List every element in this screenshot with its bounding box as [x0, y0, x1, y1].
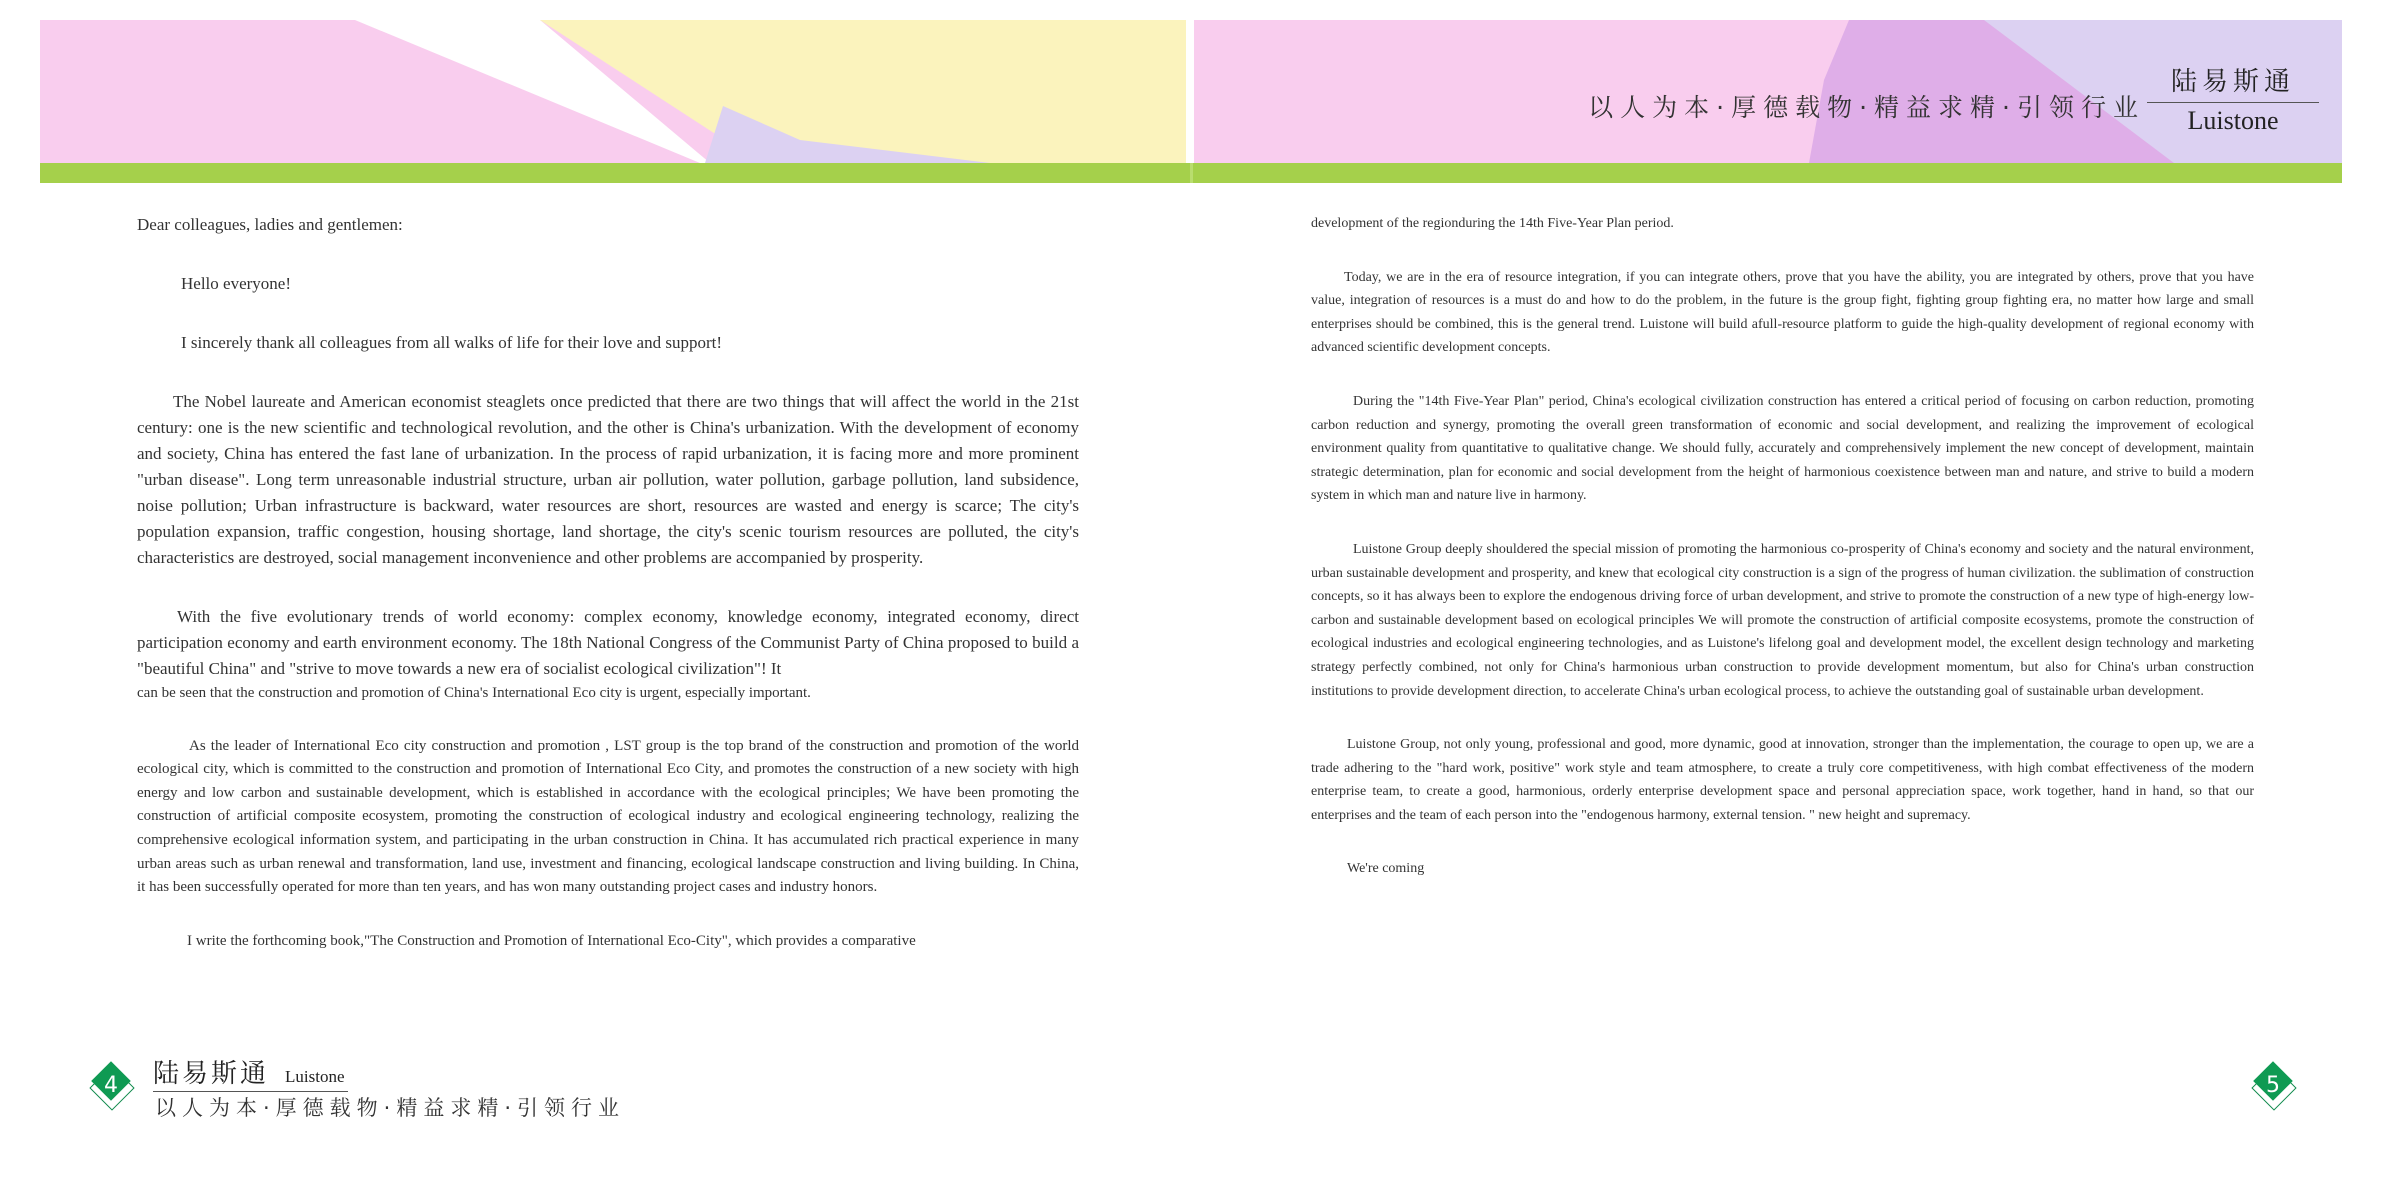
paragraph-book: I write the forthcoming book,"The Construction and Promotion of International Eco-City", which provides a comparative	[187, 932, 916, 949]
closing-line: We're coming	[1347, 861, 1425, 877]
left-page-body	[137, 212, 1079, 953]
page-number-right: 5	[2266, 1073, 2280, 1098]
header-banner-left	[40, 20, 1190, 163]
page-number-badge-right	[2258, 1072, 2298, 1112]
page-number-badge-left	[96, 1072, 136, 1112]
footer-brand-logo	[153, 1053, 345, 1090]
right-page-body	[1311, 212, 2254, 881]
paragraph-five-year-plan: During the "14th Five-Year Plan" period, China's ecological civilization construction has entered a critical period of focusing on carbon reduction, promoting carbon reduction and synergy, promoting the overall green transformation of economic and social development, and realizing the improvement of ecological environment quality from quantitative to qualitative change. We should fully, accurately and comprehensively implement the new concept of development, maintain strategic determination, plan for economic and social development from the height of harmonious coexistence between man and nature, and strive to build a modern system in which man and nature live in harmony.	[1311, 393, 2254, 504]
paragraph-luistone-mission: Luistone Group deeply shouldered the special mission of promoting the harmonious co-prosperity of China's economy and society and the natural environment, urban sustainable development and prosperity, and knew that ecological city construction is a sign of the progress of human civilization. the sublimation of construction concepts, so it has always been to explore the endogenous driving force of urban development, and strive to promote the construction of a new type of high-energy low-carbon and sustainable development based on ecological principles We will promote the construction of artificial composite ecosystems, promote the construction of ecological industries and ecological engineering technologies, and as Luistone's lifelong goal and development model, the excellent design technology and marketing strategy perfectly combined, not only for China's harmonious urban construction to provide development momentum, but also for China's urban construction institutions to provide development direction, to accelerate China's urban ecological process, to achieve the outstanding goal of sustainable urban development.	[1311, 541, 2254, 699]
brand-name-cn: 陆易斯通	[2170, 67, 2295, 97]
spine-divider	[1190, 163, 1193, 183]
brand-name-en: Luistone	[2187, 106, 2279, 135]
thanks-paragraph: I sincerely thank all colleagues from all walks of life for their love and support!	[181, 333, 722, 352]
brand-divider	[2147, 102, 2319, 103]
footer-brand-name-cn: 陆易斯通	[153, 1059, 270, 1089]
paragraph-economy-trends-tail: can be seen that the construction and promotion of China's International Eco city is urgent, especially important.	[137, 685, 811, 701]
page-number-left: 4	[104, 1073, 118, 1098]
salutation: Dear colleagues, ladies and gentlemen:	[137, 215, 403, 234]
header-brand-logo	[2157, 66, 2309, 135]
footer-brand-name-en: Luistone	[285, 1067, 345, 1086]
header-slogan: 以人为本·厚德载物·精益求精·引领行业	[1588, 93, 2145, 122]
paragraph-luistone-team: Luistone Group, not only young, professional and good, more dynamic, good at innovation, stronger than the implementation, the courage to open up, we are a trade adhering to the "hard work, positive" work style and team atmosphere, to create a truly core competitiveness, with high combat effectiveness of the modern enterprise team, to create a good, harmonious, orderly enterprise development space and personal appreciation space, work together, hand in hand, so that our enterprises and the team of each person into the "endogenous harmony, external tension. " new height and supremacy.	[1311, 737, 2254, 823]
paragraph-urbanization: The Nobel laureate and American economist steaglets once predicted that there are two things that will affect the world in the 21st century: one is the new scientific and technological revolution, and the other is China's urbanization. With the development of economy and society, China has entered the fast lane of urbanization. In the process of rapid urbanization, it is facing more and more prominent "urban disease". Long term unreasonable industrial structure, urban air pollution, water pollution, garbage pollution, land subsidence, noise pollution; Urban infrastructure is backward, water resources are short, resources are wasted and energy is scarce; The city's population expansion, traffic congestion, housing shortage, land shortage, the city's scenic tourism resources are polluted, the city's characteristics are destroyed, social management inconvenience and other problems are accompanied by prosperity.	[137, 392, 1079, 567]
paragraph-continuation: development of the regionduring the 14th Five-Year Plan period.	[1311, 216, 1674, 231]
footer-slogan: 以人为本·厚德载物·精益求精·引领行业	[155, 1096, 626, 1120]
greeting: Hello everyone!	[181, 274, 291, 293]
paragraph-lst-group: As the leader of International Eco city construction and promotion , LST group is the top brand of the construction and promotion of the world ecological city, which is committed to the construction and promotion of International Eco City, and promotes the construction of a new society with high energy and low carbon and sustainable development, which is established in accordance with the ecological principles; We have been promoting the construction of artificial composite ecosystem, promoting the construction of ecological industry and ecological engineering technology, realizing the comprehensive ecological information system, and participating in the urban construction in China. It has accumulated rich practical experience in many urban areas such as urban renewal and transformation, land use, investment and financing, ecological landscape construction and living building. In China, it has been successfully operated for more than ten years, and has won many outstanding project cases and industry honors.	[137, 737, 1079, 896]
paragraph-resource-integration: Today, we are in the era of resource integration, if you can integrate others, prove that you have the ability, you are integrated by others, prove that you have value, integration of resources is a must do and how to do the problem, in the future is the group fight, fighting group fighting era, no matter how large and small enterprises should be combined, this is the general trend. Luistone will build afull-resource platform to guide the high-quality development of regional economy with advanced scientific development concepts.	[1311, 269, 2254, 356]
paragraph-economy-trends: With the five evolutionary trends of world economy: complex economy, knowledge economy, integrated economy, direct participation economy and earth environment economy. The 18th National Congress of the Communist Party of China proposed to build a "beautiful China" and "strive to move towards a new era of socialist ecological civilization"! It	[137, 607, 1079, 678]
banner-left-graphic	[40, 20, 1190, 163]
